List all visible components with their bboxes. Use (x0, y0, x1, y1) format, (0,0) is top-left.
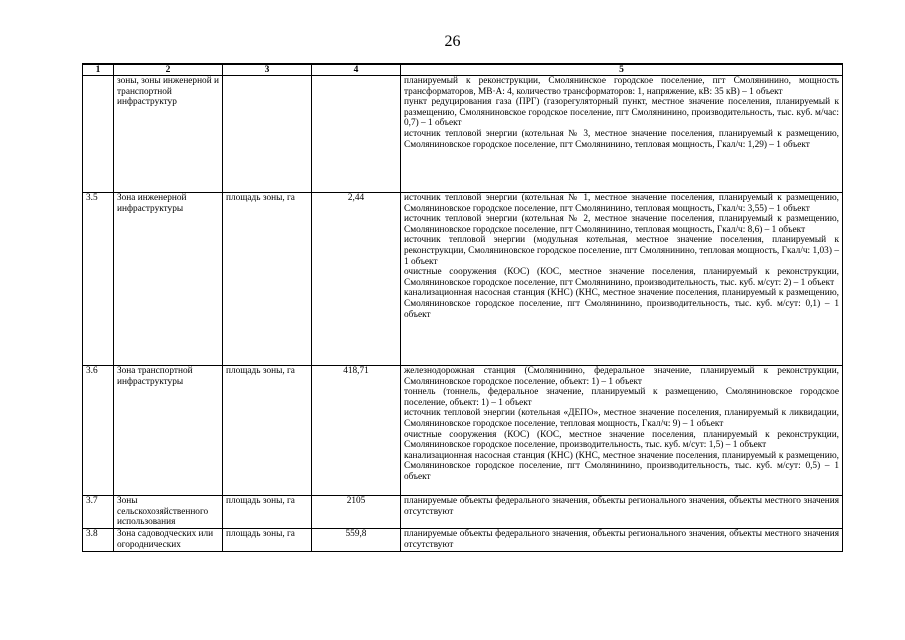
table-row (83, 366, 843, 496)
zone-objects-cell (401, 366, 843, 496)
table-row (83, 529, 843, 552)
zone-number-cell: 3.8 (83, 529, 114, 552)
planned-object-text: источник тепловой энергии (модульная котельная, местное значение поселения, планируемый к реконструкции, Смоляниновское городское поселение, пгт Смолянинино, тепловая мощность, Гкал/ч: 1,03) – 1 объект (404, 235, 839, 267)
zone-number-cell: 3.6 (83, 366, 114, 496)
zone-objects-cell (401, 496, 843, 529)
zone-objects-cell (401, 529, 843, 552)
planned-object-text: планируемые объекты федерального значения, объекты регионального значения, объекты местного значения отсутствуют (404, 529, 839, 550)
zone-name-cell: зоны, зоны инженерной и транспортной инфраструктур (114, 76, 223, 193)
zone-indicator-cell: площадь зоны, га (223, 366, 312, 496)
planned-object-text: источник тепловой энергии (котельная № 3, местное значение поселения, планируемый к размещению, Смоляниновское городское поселение, пгт Смолянинино, тепловая мощность, Гкал/ч: 1,29) – 1 объект (404, 128, 839, 150)
planned-object-text: железнодорожная станция (Смолянинино, федеральное значение, планируемый к реконструкции, Смоляниновское городское поселение, объект: 1) – 1 объект (404, 366, 839, 387)
zone-number-cell (83, 76, 114, 193)
zone-value-cell: 2105 (312, 496, 401, 529)
zone-number-cell: 3.5 (83, 193, 114, 366)
zone-objects-cell (401, 193, 843, 366)
table-header-row (83, 64, 843, 76)
zone-name-cell: Зона инженерной инфраструктуры (114, 193, 223, 366)
planned-object-text: источник тепловой энергии (котельная № 1, местное значение поселения, планируемый к размещению, Смоляниновское городское поселение, пгт Смолянинино, тепловая мощность, Гкал/ч: 3,55) – 1 объект (404, 193, 839, 214)
planned-object-text: источник тепловой энергии (котельная «ДЕПО», местное значение поселения, планируемый к ликвидации, Смоляниновское городское поселение, тепловая мощность, Гкал/ч: 9) – 1 объект (404, 408, 839, 429)
planned-object-text: источник тепловой энергии (котельная № 2, местное значение поселения, планируемый к размещению, Смоляниновское городское поселение, пгт Смолянинино, тепловая мощность, Гкал/ч: 8,6) – 1 объект (404, 214, 839, 235)
table-row (83, 76, 843, 193)
zone-indicator-cell (223, 76, 312, 193)
planned-object-text: тоннель (тоннель, федеральное значение, планируемый к размещению, Смоляниновское городское поселение, объект: 1) – 1 объект (404, 387, 839, 408)
zone-name-cell: Зоны сельскохозяйственного использования (114, 496, 223, 529)
zone-name-cell: Зона садоводческих или огороднических (114, 529, 223, 552)
zone-value-cell: 559,8 (312, 529, 401, 552)
planned-object-text: очистные сооружения (КОС) (КОС, местное значение поселения, планируемый к реконструкции, Смоляниновское городское поселение, производительность, тыс. куб. м/сут: 1,5) – 1 объект (404, 429, 839, 451)
page-number: 26 (444, 33, 461, 50)
table-body (83, 76, 843, 552)
zone-value-cell (312, 76, 401, 193)
planned-object-text: планируемые объекты федерального значения, объекты регионального значения, объекты местного значения отсутствуют (404, 496, 839, 517)
table-row (83, 496, 843, 529)
planned-object-text: пункт редуцирования газа (ПРГ) (газорегуляторный пункт, местное значение поселения, планируемый к размещению, Смоляниновское городское поселение, пгт Смолянинино, производительность, тыс. куб. м/час: 0,7) – 1 объект (404, 97, 839, 129)
column-header-3: 3 (223, 64, 312, 76)
zone-number-cell: 3.7 (83, 496, 114, 529)
table-row (83, 193, 843, 366)
zone-indicator-cell: площадь зоны, га (223, 193, 312, 366)
planned-object-text: планируемый к реконструкции, Смолянинское городское поселение, пгт Смолянинино, мощность трансформаторов, МВ·А: 4, количество трансформаторов: 1, напряжение, кВ: 35 кВ) – 1 объект (404, 76, 839, 97)
column-header-5: 5 (401, 64, 843, 76)
zone-indicator-cell: площадь зоны, га (223, 529, 312, 552)
planned-object-text: канализационная насосная станция (КНС) (КНС, местное значение поселения, планируемый к размещению, Смоляниновское городское поселение, пгт Смолянинино, производительность, тыс. куб. м/сут: 0,1) – 1 объект (404, 288, 839, 320)
column-header-4: 4 (312, 64, 401, 76)
zone-value-cell: 418,71 (312, 366, 401, 496)
column-header-1: 1 (83, 64, 114, 76)
zone-name-cell: Зона транспортной инфраструктуры (114, 366, 223, 496)
zone-objects-cell (401, 76, 843, 193)
zone-indicator-cell: площадь зоны, га (223, 496, 312, 529)
planned-object-text: канализационная насосная станция (КНС) (КНС, местное значение поселения, планируемый к размещению, Смоляниновское городское поселение, пгт Смолянинино, производительность, тыс. куб. м/сут: 0,5) – 1 объект (404, 450, 839, 482)
column-header-2: 2 (114, 64, 223, 76)
planned-object-text: очистные сооружения (КОС) (КОС, местное значение поселения, планируемый к реконструкции, Смоляниновское городское поселение, пгт Смолянинино, производительность, тыс. куб. м/сут: 2) – 1 объект (404, 267, 839, 288)
zone-value-cell: 2,44 (312, 193, 401, 366)
zones-table (82, 63, 843, 552)
